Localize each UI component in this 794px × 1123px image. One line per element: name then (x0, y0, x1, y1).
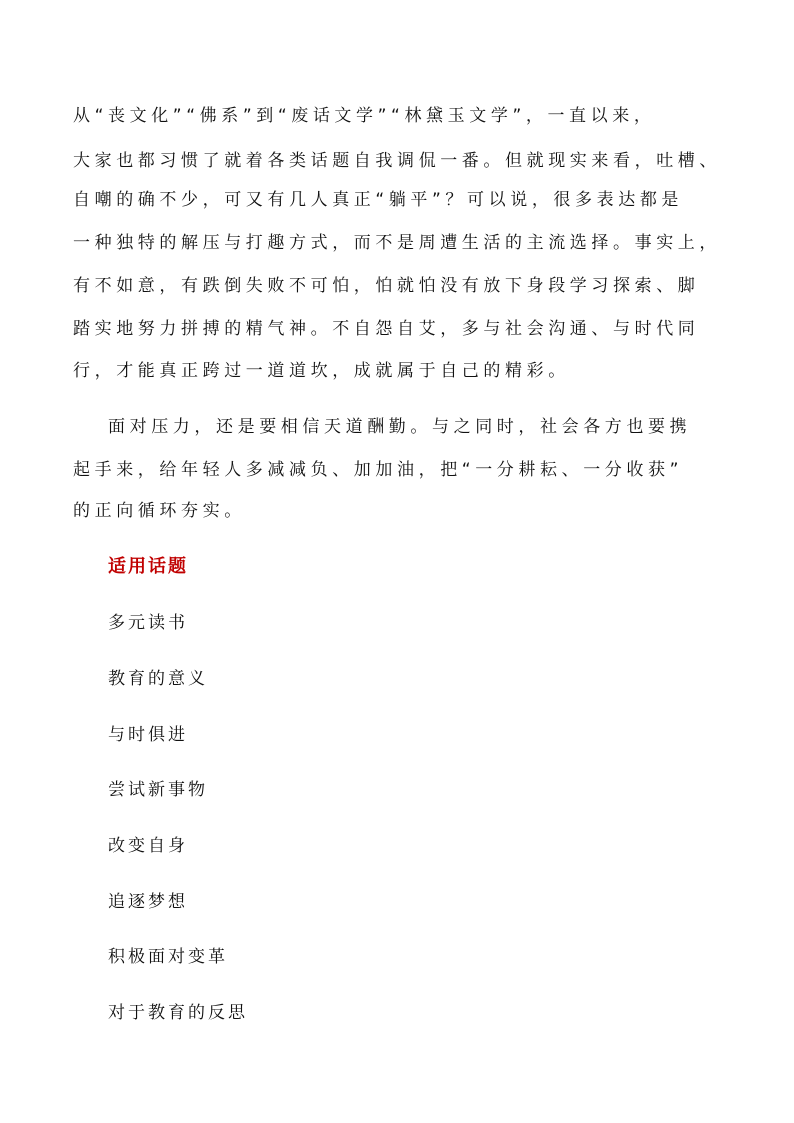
list-item: 教育的意义 (108, 669, 208, 689)
list-item: 与时俱进 (108, 725, 188, 745)
paragraph-line: 大家也都习惯了就着各类话题自我调侃一番。但就现实来看，吐槽、 (73, 151, 721, 171)
paragraph-line: 起手来，给年轻人多减减负、加加油，把“一分耕耘、一分收获” (73, 460, 684, 480)
paragraph-line: 自嘲的确不少，可又有几人真正“躺平”？可以说，很多表达都是 (73, 190, 684, 210)
paragraph-line: 行，才能真正跨过一道道坎，成就属于自己的精彩。 (73, 361, 570, 381)
list-item: 积极面对变革 (108, 947, 228, 967)
paragraph-line: 一种独特的解压与打趣方式，而不是周遭生活的主流选择。事实上， (73, 233, 721, 253)
list-item: 尝试新事物 (108, 780, 208, 800)
paragraph-line: 面对压力，还是要相信天道酬勤。与之同时，社会各方也要携 (108, 417, 692, 437)
paragraph-line: 从“丧文化”“佛系”到“废话文学”“林黛玉文学”，一直以来， (73, 106, 656, 126)
list-item: 多元读书 (108, 613, 188, 633)
topics-heading: 适用话题 (108, 556, 188, 577)
paragraph-line: 有不如意，有跌倒失败不可怕，怕就怕没有放下身段学习探索、脚 (73, 276, 700, 296)
list-item: 对于教育的反思 (108, 1003, 248, 1023)
list-item: 改变自身 (108, 836, 188, 856)
paragraph-line: 的正向循环夯实。 (73, 501, 246, 521)
paragraph-line: 踏实地努力拼搏的精气神。不自怨自艾，多与社会沟通、与时代同 (73, 319, 700, 339)
list-item: 追逐梦想 (108, 892, 188, 912)
